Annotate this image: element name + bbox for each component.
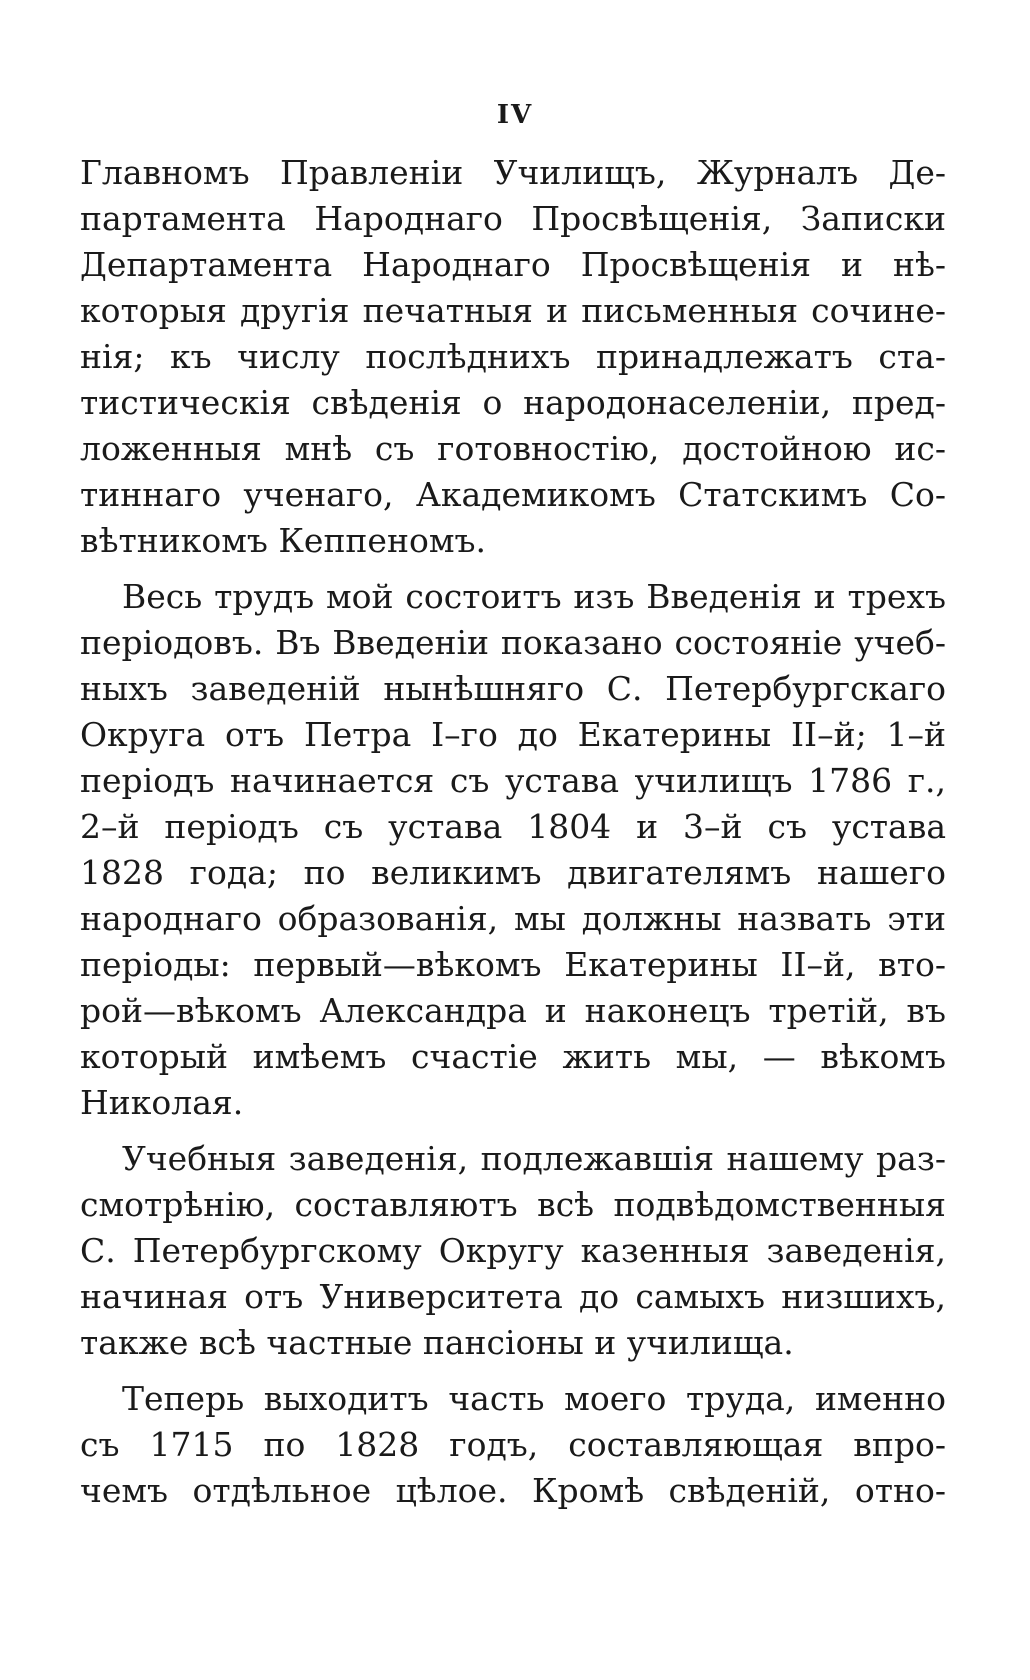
paragraph-2 [80,574,946,1126]
text-line: ныхъ заведеній нынѣшняго С. Петербургскаго [80,669,946,708]
text-line: которыя другія печатныя и письменныя сочине- [80,291,946,330]
text-line: тистическія свѣденія о народонаселеніи, пред- [80,383,946,422]
text-line: народнаго образованія, мы должны назвать эти [80,899,946,938]
text-line: Главномъ Правленіи Училищъ, Журналъ Де- [80,153,946,192]
text-line: Округа отъ Петра I–го до Екатерины II–й; 1–й [80,715,946,754]
text-line: съ 1715 по 1828 годъ, составляющая впро- [80,1425,946,1464]
text-line: 1828 года; по великимъ двигателямъ нашего [80,853,946,892]
paragraph-3 [80,1136,946,1366]
text-line: нія; къ числу послѣднихъ принадлежатъ ста- [80,337,946,376]
text-line: Теперь выходитъ часть моего труда, именно [122,1379,946,1418]
page-number: IV [496,100,534,130]
text-line: который имѣемъ счастіе жить мы, — вѣкомъ [80,1037,946,1076]
text-line: Весь трудъ мой состоитъ изъ Введенія и трехъ [122,577,946,616]
paragraph-1 [80,150,946,564]
text-line: чемъ отдѣльное цѣлое. Кромѣ свѣденій, отно- [80,1471,946,1510]
text-line: партамента Народнаго Просвѣщенія, Записки [80,199,946,238]
text-line: Учебныя заведенія, подлежавшія нашему раз- [122,1139,946,1178]
page-text [80,150,946,1514]
text-line: смотрѣнію, составляютъ всѣ подвѣдомственныя [80,1185,946,1224]
text-line: Департамента Народнаго Просвѣщенія и нѣ- [80,245,946,284]
text-line: 2–й періодъ съ устава 1804 и 3–й съ устава [80,807,946,846]
text-line: С. Петербургскому Округу казенныя заведенія, [80,1231,946,1270]
text-line: рой—вѣкомъ Александра и наконецъ третій, въ [80,991,946,1030]
text-line: тиннаго ученаго, Академикомъ Статскимъ Со- [80,475,946,514]
text-line: начиная отъ Университета до самыхъ низшихъ, [80,1277,946,1316]
text-line: Николая. [80,1083,244,1122]
text-line: ложенныя мнѣ съ готовностію, достойною ис- [80,429,946,468]
paragraph-4 [80,1376,946,1514]
text-line: періодовъ. Въ Введеніи показано состояніе учеб- [80,623,946,662]
text-line: также всѣ частные пансіоны и училища. [80,1323,794,1362]
text-line: періоды: первый—вѣкомъ Екатерины II–й, вто- [80,945,946,984]
text-line: періодъ начинается съ устава училищъ 1786 г., [80,761,946,800]
text-line: вѣтникомъ Кеппеномъ. [80,521,486,560]
